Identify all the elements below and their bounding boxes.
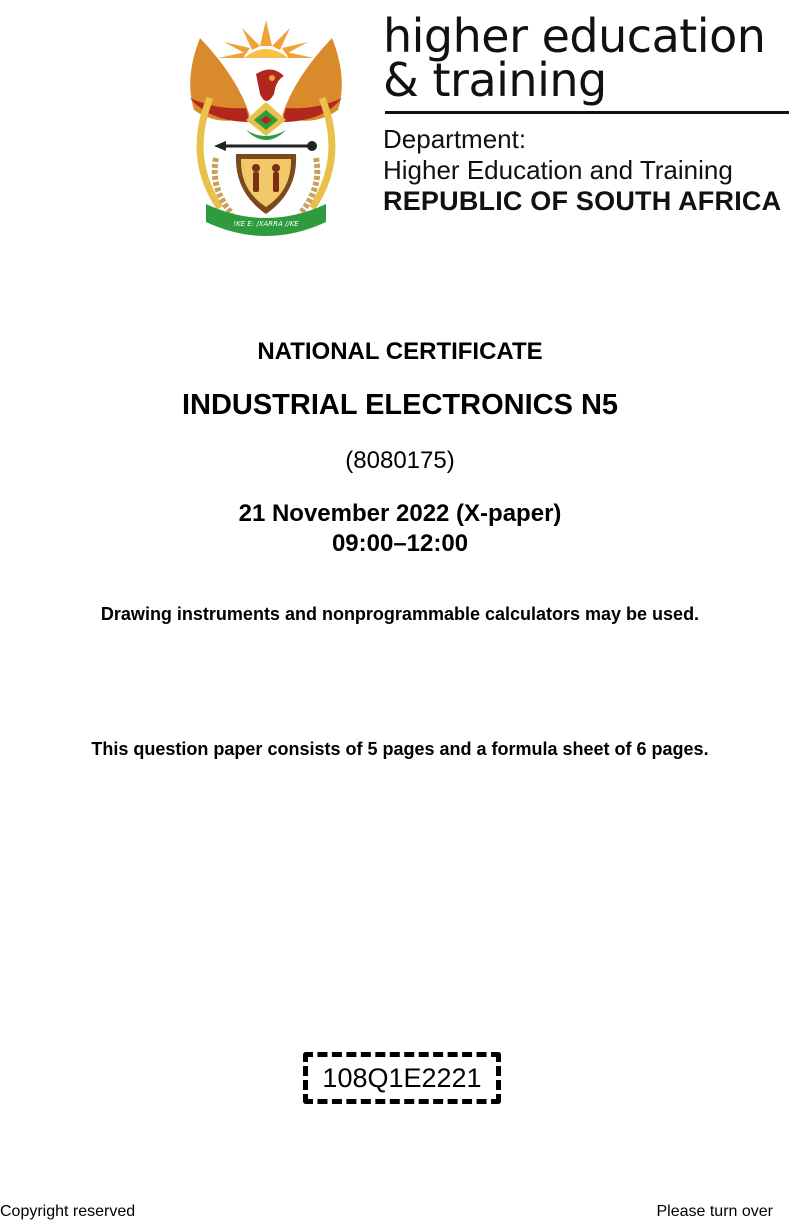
- exam-time: 09:00–12:00: [331, 530, 469, 557]
- department-label: Department:: [383, 124, 527, 154]
- footer-copyright: Copyright reserved: [0, 1203, 136, 1220]
- crest-motto: !KE E: /XARRA //KE: [233, 220, 299, 228]
- exam-date-time: [0, 499, 800, 559]
- subject-code: (8080175): [345, 447, 455, 474]
- certificate-title: NATIONAL CERTIFICATE: [257, 338, 543, 365]
- department-name: Higher Education and Training: [383, 155, 733, 185]
- page-info: This question paper consists of 5 pages and a formula sheet of 6 pages.: [91, 739, 709, 759]
- paper-code-box: 108Q1E2221: [303, 1052, 501, 1104]
- brand-line-2: & training: [383, 53, 607, 107]
- coat-of-arms-logo: [180, 18, 352, 240]
- footer-turn-over: Please turn over: [656, 1203, 773, 1220]
- brand-divider: [385, 111, 789, 114]
- coat-of-arms-icon: [180, 18, 352, 240]
- country-name: REPUBLIC OF SOUTH AFRICA: [383, 186, 782, 216]
- exam-date: 21 November 2022 (X-paper): [238, 500, 562, 527]
- instructions: Drawing instruments and nonprogrammable calculators may be used.: [100, 604, 700, 624]
- department-brand: [383, 9, 800, 217]
- subject-title: INDUSTRIAL ELECTRONICS N5: [181, 389, 619, 421]
- brand-line-1: higher education: [383, 9, 766, 63]
